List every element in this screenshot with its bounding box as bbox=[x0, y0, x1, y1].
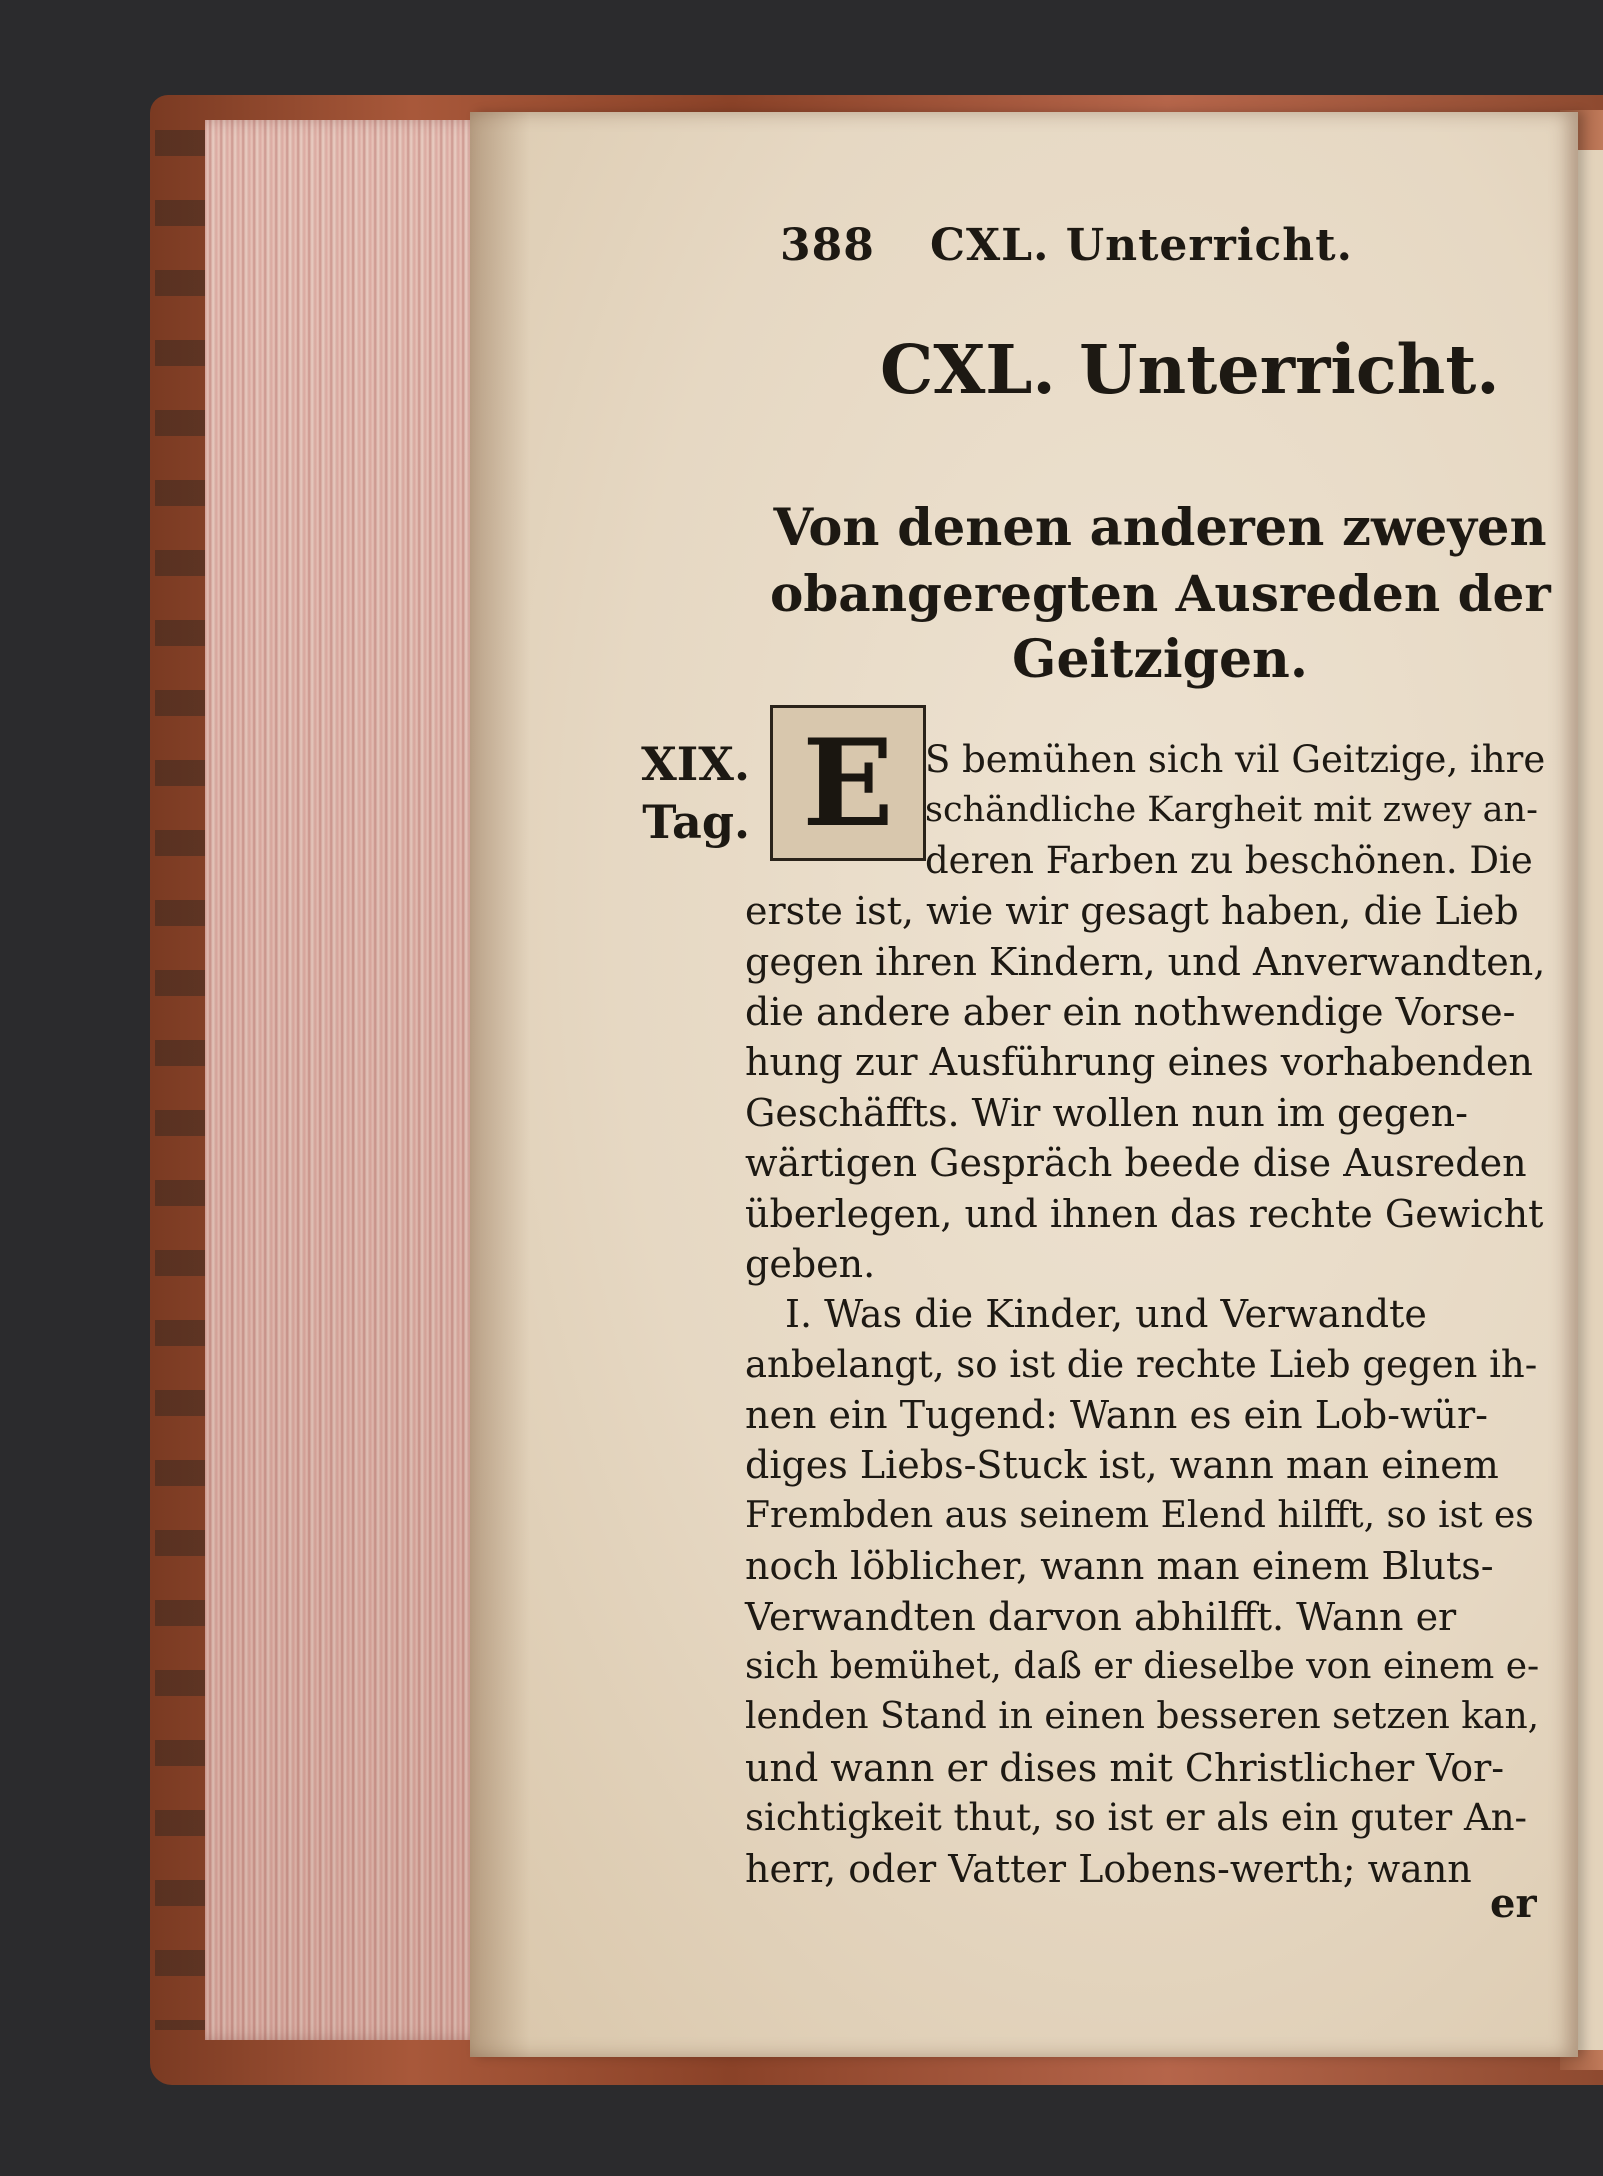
text-line: herr, oder Vatter Lobens-werth; wann bbox=[745, 1846, 1472, 1891]
text-line: geben. bbox=[745, 1241, 876, 1286]
cover-marbling bbox=[155, 130, 205, 2030]
text-line: Verwandten darvon abhilfft. Wann er bbox=[745, 1594, 1457, 1639]
margin-note bbox=[630, 735, 750, 851]
text-line: deren Farben zu beschönen. Die bbox=[925, 838, 1533, 882]
text-line: hung zur Ausführung eines vorhabenden bbox=[745, 1040, 1533, 1085]
text-line: nen ein Tugend: Wann es ein Lob-wür- bbox=[745, 1393, 1489, 1438]
subtitle-line: Von denen anderen zweyen bbox=[773, 498, 1547, 558]
page-header bbox=[780, 220, 1420, 280]
text-line: Geschäffts. Wir wollen nun im gegen- bbox=[745, 1090, 1468, 1135]
text-line: wärtigen Gespräch beede dise Ausreden bbox=[745, 1141, 1527, 1186]
text-line: lenden Stand in einen besseren setzen kan, bbox=[745, 1696, 1540, 1738]
text-line: S bemühen sich vil Geitzige, ihre bbox=[925, 738, 1546, 781]
text-line: Frembden aus seinem Elend hilfft, so ist es bbox=[745, 1494, 1534, 1536]
drop-cap: E bbox=[770, 705, 926, 861]
text-line: schändliche Kargheit mit zwey an- bbox=[925, 790, 1538, 831]
chapter-subtitle bbox=[770, 495, 1550, 693]
text-line: I. Was die Kinder, und Verwandte bbox=[785, 1292, 1427, 1337]
text-line: anbelangt, so ist die rechte Lieb gegen ih- bbox=[745, 1342, 1538, 1386]
gutter-shadow bbox=[470, 112, 530, 2057]
subtitle-line: obangeregten Ausreden der bbox=[770, 564, 1551, 623]
text-line: noch löblicher, wann man einem Bluts- bbox=[745, 1544, 1494, 1589]
text-line: sich bemühet, daß er dieselbe von einem e- bbox=[745, 1646, 1540, 1688]
text-line: überlegen, und ihnen das rechte Gewicht bbox=[745, 1191, 1544, 1236]
subtitle-line: Geitzigen. bbox=[1012, 629, 1308, 690]
body-text bbox=[745, 735, 1545, 1894]
page-number: 388 bbox=[780, 220, 875, 271]
margin-note-line: XIX. bbox=[641, 737, 750, 791]
running-head: CXL. Unterricht. bbox=[930, 220, 1353, 271]
text-line: gegen ihren Kindern, und Anverwandten, bbox=[745, 939, 1546, 984]
text-line: erste ist, wie wir gesagt haben, die Lieb bbox=[745, 889, 1519, 934]
page-block-edges bbox=[205, 120, 505, 2040]
text-line: und wann er dises mit Christlicher Vor- bbox=[745, 1745, 1505, 1790]
chapter-title: CXL. Unterricht. bbox=[880, 330, 1500, 409]
text-line: diges Liebs-Stuck ist, wann man einem bbox=[745, 1443, 1499, 1488]
catchword: er bbox=[1490, 1880, 1537, 1927]
margin-note-line: Tag. bbox=[642, 795, 750, 849]
text-line: die andere aber ein nothwendige Vorse- bbox=[745, 989, 1516, 1034]
text-line: sichtigkeit thut, so ist er als ein guter An- bbox=[745, 1796, 1528, 1840]
